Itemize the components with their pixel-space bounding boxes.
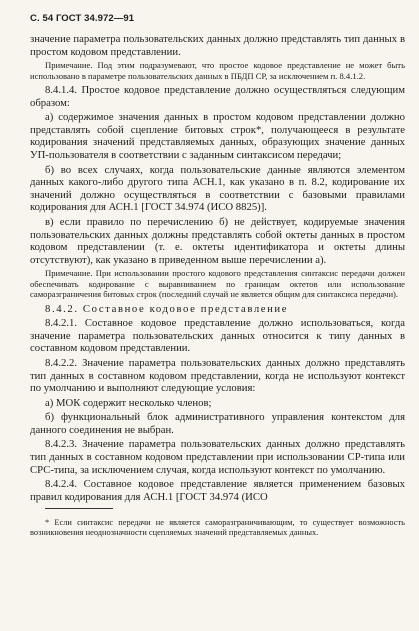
note-2: Примечание. При использовании простого кодового представления синтаксис передачи должен обеспечивать кодирование с выравниванием по границам октетов или использование саморазграничения битовых строк (последний случай не является общим для синтаксиса передачи). — [30, 268, 405, 300]
condition-b: б) функциональный блок административного управления контекстом для данного соединения не выбран. — [30, 411, 405, 436]
clause-8-4-2-2: 8.4.2.2. Значение параметра пользовательских данных должно представлять тип данных в составном кодовом представлении, когда не используют контекст по умолчанию и выполняют следующие условия: — [30, 356, 405, 395]
clause-8-4-1-4: 8.4.1.4. Простое кодовое представление должно осуществляться следующим образом: — [30, 84, 405, 109]
item-c: в) если правило по перечислению б) не действует, кодируемые значения пользовательских данных должны представлять собой октеты данных в простом кодовом представлении (т. е. октеты идентификатора и октеты длины отсутствуют), как указано в приведенном выше перечислении а). — [30, 215, 405, 266]
note-1: Примечание. Под этим подразумевают, что простое кодовое представление не может быть использовано в параметре пользовательских данных в ПБДП СР, за исключением п. 8.4.1.2. — [30, 60, 405, 81]
item-b: б) во всех случаях, когда пользовательские данные являются элементом данных какого-либо другого типа АСН.1, как указано в п. 8.2, кодирование их значений должно осуществляться в соответствии с базовыми правилами кодирования для АСН.1 [ГОСТ 34.974 (ИСО 8825)]. — [30, 163, 405, 214]
paragraph-continuation: значение параметра пользовательских данных должно представлять тип данных в простом кодовом представлении. — [30, 33, 405, 58]
footnote: * Если синтаксис передачи не является саморазграничивающим, то существует возможность возникновения неоднозначности сцепляемых значений представляемых данных. — [30, 517, 405, 537]
footnote-divider — [45, 508, 113, 509]
item-a: а) содержимое значения данных в простом кодовом представлении должно представлять собой сцепление битовых строк*, получающееся в результате кодирования значений представляемых данных, образующих значение данных УП-пользователя в соответствии с заданным синтаксисом передачи; — [30, 111, 405, 161]
section-heading-8-4-2: 8.4.2. Составное кодовое представление — [45, 302, 289, 315]
clause-8-4-2-3: 8.4.2.3. Значение параметра пользовательских данных должно представлять тип данных в составном кодовом представлении при использовании СР-типа или СРС-типа, за исключением случая, когда используют контекст по умолчанию. — [30, 438, 405, 476]
clause-8-4-2-1: 8.4.2.1. Составное кодовое представление должно использоваться, когда значение параметра пользовательских данных относится к типу данных в составном кодовом представлении. — [30, 317, 405, 355]
page-header: С. 54 ГОСТ 34.972—91 — [30, 13, 135, 24]
condition-a: а) МОК содержит несколько членов; — [45, 396, 212, 409]
clause-8-4-2-4: 8.4.2.4. Составное кодовое представление является применением базовых правил кодирования для АСН.1 [ГОСТ 34.974 (ИСО — [30, 478, 405, 503]
